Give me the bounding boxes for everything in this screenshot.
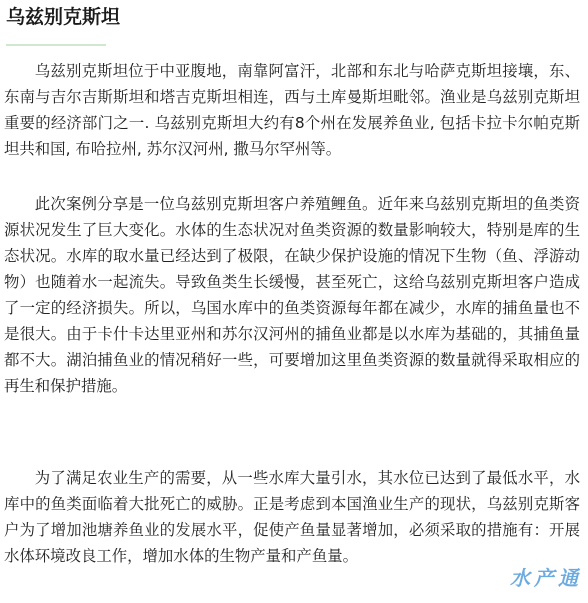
title-underline	[6, 44, 106, 46]
paragraph-measures: 为了满足农业生产的需要，从一些水库大量引水，其水位已达到了最低水平，水库中的鱼类面临着大批死亡的威胁。正是考虑到本国渔业生产的现状，乌兹别克斯客户为了增加池塘养鱼业的发展水平，促使产鱼量显著增加，必须采取的措施有：开展水体环境改良工作，增加水体的生物产量和产鱼量。	[4, 469, 580, 565]
paragraph-case: 此次案例分享是一位乌兹别克斯坦客户养殖鲤鱼。近年来乌兹别克斯坦的鱼类资源状况发生了巨大变化。水体的生态状况对鱼类资源的数量影响较大，特别是库的生态状况。水库的取水量已经达到了极限，在缺少保护设施的情况下生物（鱼、浮游动物）也随着水一起流失。导致鱼类生长缓慢，甚至死亡，这给乌兹别克斯坦客户造成了一定的经济损失。所以，乌国水库中的鱼类资源每年都在减少，水库的捕鱼量也不是很大。由于卡什卡达里亚州和苏尔汉河州的捕鱼业都是以水库为基础的，其捕鱼量都不大。湖泊捕鱼业的情况稍好一些，可要增加这里鱼类资源的数量就得采取相应的再生和保护措施。	[4, 195, 580, 395]
watermark-logo: 水产通	[510, 566, 582, 590]
article-title: 乌兹别克斯坦	[6, 6, 121, 28]
paragraph-intro: 乌兹别克斯坦位于中亚腹地，南靠阿富汗，北部和东北与哈萨克斯坦接壤，东、东南与吉尔吉斯斯坦和塔吉克斯坦相连，西与土库曼斯坦毗邻。渔业是乌兹别克斯坦重要的经济部门之一. 乌兹别克斯坦大约有8个州在发展养鱼业, 包括卡拉卡尔帕克斯坦共和国, 布哈拉州, 苏尔汉河州, 撒马尔罕州等。	[4, 62, 580, 158]
